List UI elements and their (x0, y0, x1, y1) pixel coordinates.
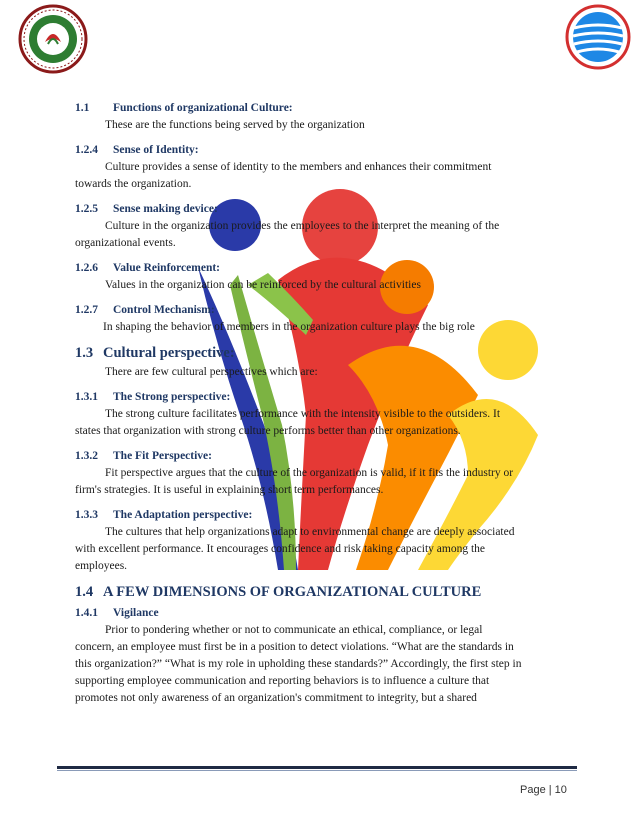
section-heading (75, 507, 555, 524)
section-number: 1.2.5 (75, 203, 98, 215)
paragraph: The strong culture facilitates performance with the intensity visible to the outsiders. It (105, 408, 501, 420)
paragraph: firm's strategies. It is useful in explaining short term performances. (75, 484, 384, 496)
paragraph: this organization?” “What is my role in upholding these standards?” Accordingly, the first step in (75, 658, 522, 670)
section-title: Sense of Identity: (113, 144, 199, 156)
section-number: 1.1 (75, 102, 90, 114)
paragraph: Culture provides a sense of identity to the members and enhances their commitment (105, 161, 492, 173)
paragraph: Culture in the organization provides the employees to the interpret the meaning of the (105, 220, 500, 232)
section-number: 1.4 (75, 584, 94, 600)
section-heading-large (75, 584, 555, 601)
paragraph: Values in the organization can be reinforced by the cultural activities (105, 279, 421, 291)
paragraph: promotes not only awareness of an organization's commitment to integrity, but a shared (75, 692, 477, 704)
paragraph: Prior to pondering whether or not to communicate an ethical, compliance, or legal (105, 624, 483, 636)
document-body (75, 100, 555, 707)
paragraph: employees. (75, 560, 128, 572)
section-heading (75, 389, 555, 406)
paragraph: towards the organization. (75, 178, 192, 190)
paragraph: Fit perspective argues that the culture of the organization is valid, if it fits the industry or (105, 467, 514, 479)
section-number: 1.3.1 (75, 391, 98, 403)
section-title: The Fit Perspective: (113, 450, 212, 462)
section-heading (75, 605, 555, 622)
section-heading (75, 448, 555, 465)
globe-logo (565, 4, 631, 70)
section-title: A FEW DIMENSIONS OF ORGANIZATIONAL CULTURE (103, 584, 482, 600)
section-title: The Strong perspective: (113, 391, 231, 403)
section-title: Vigilance (113, 607, 159, 619)
section-heading (75, 260, 555, 277)
section-heading (75, 201, 555, 218)
section-heading (75, 302, 555, 319)
section-title: Value Reinforcement: (113, 262, 220, 274)
section-number: 1.2.7 (75, 304, 98, 316)
section-title: Functions of organizational Culture: (113, 102, 293, 114)
footer-rule-thin (57, 770, 577, 771)
section-title: Control Mechanism: (113, 304, 215, 316)
section-number: 1.2.6 (75, 262, 98, 274)
paragraph: In shaping the behavior of members in the organization culture plays the big role (103, 321, 475, 333)
page-number: Page | 10 (520, 784, 567, 796)
paragraph: These are the functions being served by the organization (105, 119, 365, 131)
paragraph: supporting employee communication and reporting behaviors is to influence a culture that (75, 675, 490, 687)
paragraph: states that organization with strong culture performs better than other organizations. (75, 425, 461, 437)
section-title: Cultural perspective: (103, 345, 235, 361)
section-number: 1.2.4 (75, 144, 98, 156)
section-heading (75, 100, 555, 117)
section-title: The Adaptation perspective: (113, 509, 253, 521)
university-seal-logo (18, 4, 88, 74)
section-number: 1.3.3 (75, 509, 98, 521)
paragraph: concern, an employee must first be in a position to detect violations. “What are the standards in (75, 641, 514, 653)
section-number: 1.3.2 (75, 450, 98, 462)
section-heading (75, 142, 555, 159)
paragraph: with excellent performance. It encourages confidence and risk taking capacity among the (75, 543, 485, 555)
section-title: Sense making device: (113, 203, 218, 215)
section-heading-large (75, 345, 555, 362)
paragraph: There are few cultural perspectives which are: (105, 366, 318, 378)
paragraph: organizational events. (75, 237, 176, 249)
section-number: 1.3 (75, 345, 94, 361)
section-number: 1.4.1 (75, 607, 98, 619)
paragraph: The cultures that help organizations adapt to environmental change are deeply associated (105, 526, 515, 538)
footer-rule (57, 766, 577, 769)
